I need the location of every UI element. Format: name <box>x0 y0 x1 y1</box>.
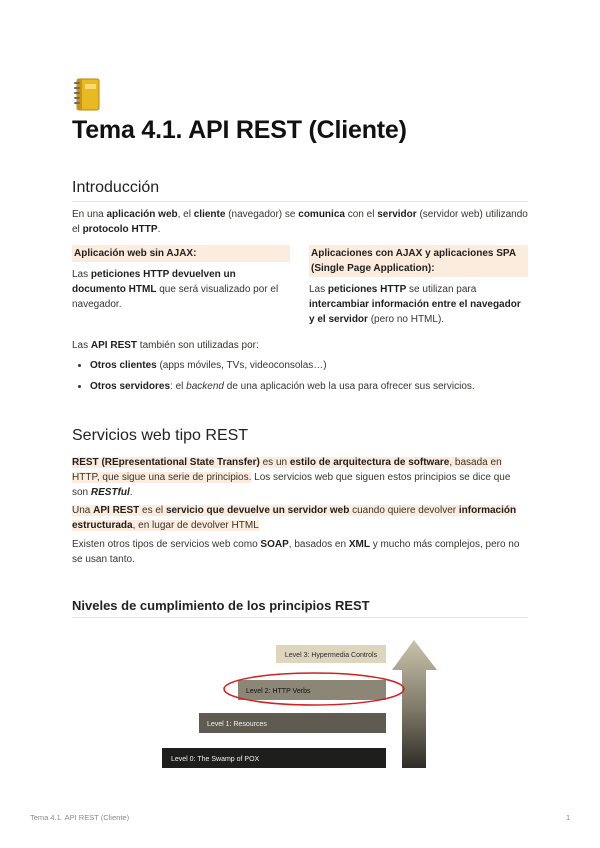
section-heading-niveles: Niveles de cumplimiento de los principios REST <box>72 598 370 613</box>
level-3-label: Level 3: Hypermedia Controls <box>284 652 378 659</box>
section-divider <box>72 617 528 618</box>
level-0-block <box>162 748 386 768</box>
level-2-block <box>238 680 386 700</box>
footer-title: Tema 4.1. API REST (Cliente) <box>30 813 130 822</box>
api-rest-definition-paragraph: Una API REST es el servicio que devuelve un servidor web cuando quiere devolver información estructurada, en lugar de devolver HTML <box>72 505 517 531</box>
section-heading-introduccion: Introducción <box>72 179 160 196</box>
api-rest-usage-paragraph: Las API REST también son utilizadas por: <box>72 340 259 351</box>
notebook-icon <box>72 78 102 112</box>
column-ajax-spa <box>309 245 528 327</box>
page-title: Tema 4.1. API REST (Cliente) <box>72 116 407 144</box>
column-text-ajax-spa: Las peticiones HTTP se utilizan para intercambiar información entre el navegador y el servidor (pero no HTML). <box>309 284 521 325</box>
column-header-ajax-spa: Aplicaciones con AJAX y aplicaciones SPA (Single Page Application): <box>309 245 528 277</box>
list-item: • Otros clientes (apps móviles, TVs, videoconsolas…) <box>90 358 544 373</box>
column-text-no-ajax: Las peticiones HTTP devuelven un documento HTML que será visualizado por el navegador. <box>72 269 279 310</box>
level-1-block <box>199 713 386 733</box>
rest-definition-paragraph: REST (REpresentational State Transfer) es un estilo de arquitectura de software, basada en HTTP, que sigue una serie de principios. Los servicios web que siguen estos principios se dice que son RESTful. <box>72 457 511 498</box>
level-0-label: Level 0: The Swamp of POX <box>171 756 260 763</box>
level-3-block <box>276 645 386 663</box>
usage-list <box>74 358 544 400</box>
section-divider <box>72 201 528 202</box>
maturity-diagram <box>150 630 455 775</box>
level-2-label: Level 2: HTTP Verbs <box>246 688 311 695</box>
intro-paragraph: En una aplicación web, el cliente (navegador) se comunica con el servidor (servidor web) utilizando el protocolo HTTP. <box>72 209 528 235</box>
section-heading-rest: Servicios web tipo REST <box>72 427 249 444</box>
list-item: • Otros servidores: el backend de una aplicación web la usa para ofrecer sus servicios. <box>90 379 544 394</box>
column-header-no-ajax: Aplicación web sin AJAX: <box>72 245 290 262</box>
maturity-arrow <box>392 640 437 768</box>
level-1-label: Level 1: Resources <box>207 721 267 728</box>
page-number: 1 <box>566 813 571 822</box>
column-no-ajax <box>72 245 290 312</box>
other-services-paragraph: Existen otros tipos de servicios web como SOAP, basados en XML y mucho más complejos, pero no se usan tanto. <box>72 539 520 565</box>
